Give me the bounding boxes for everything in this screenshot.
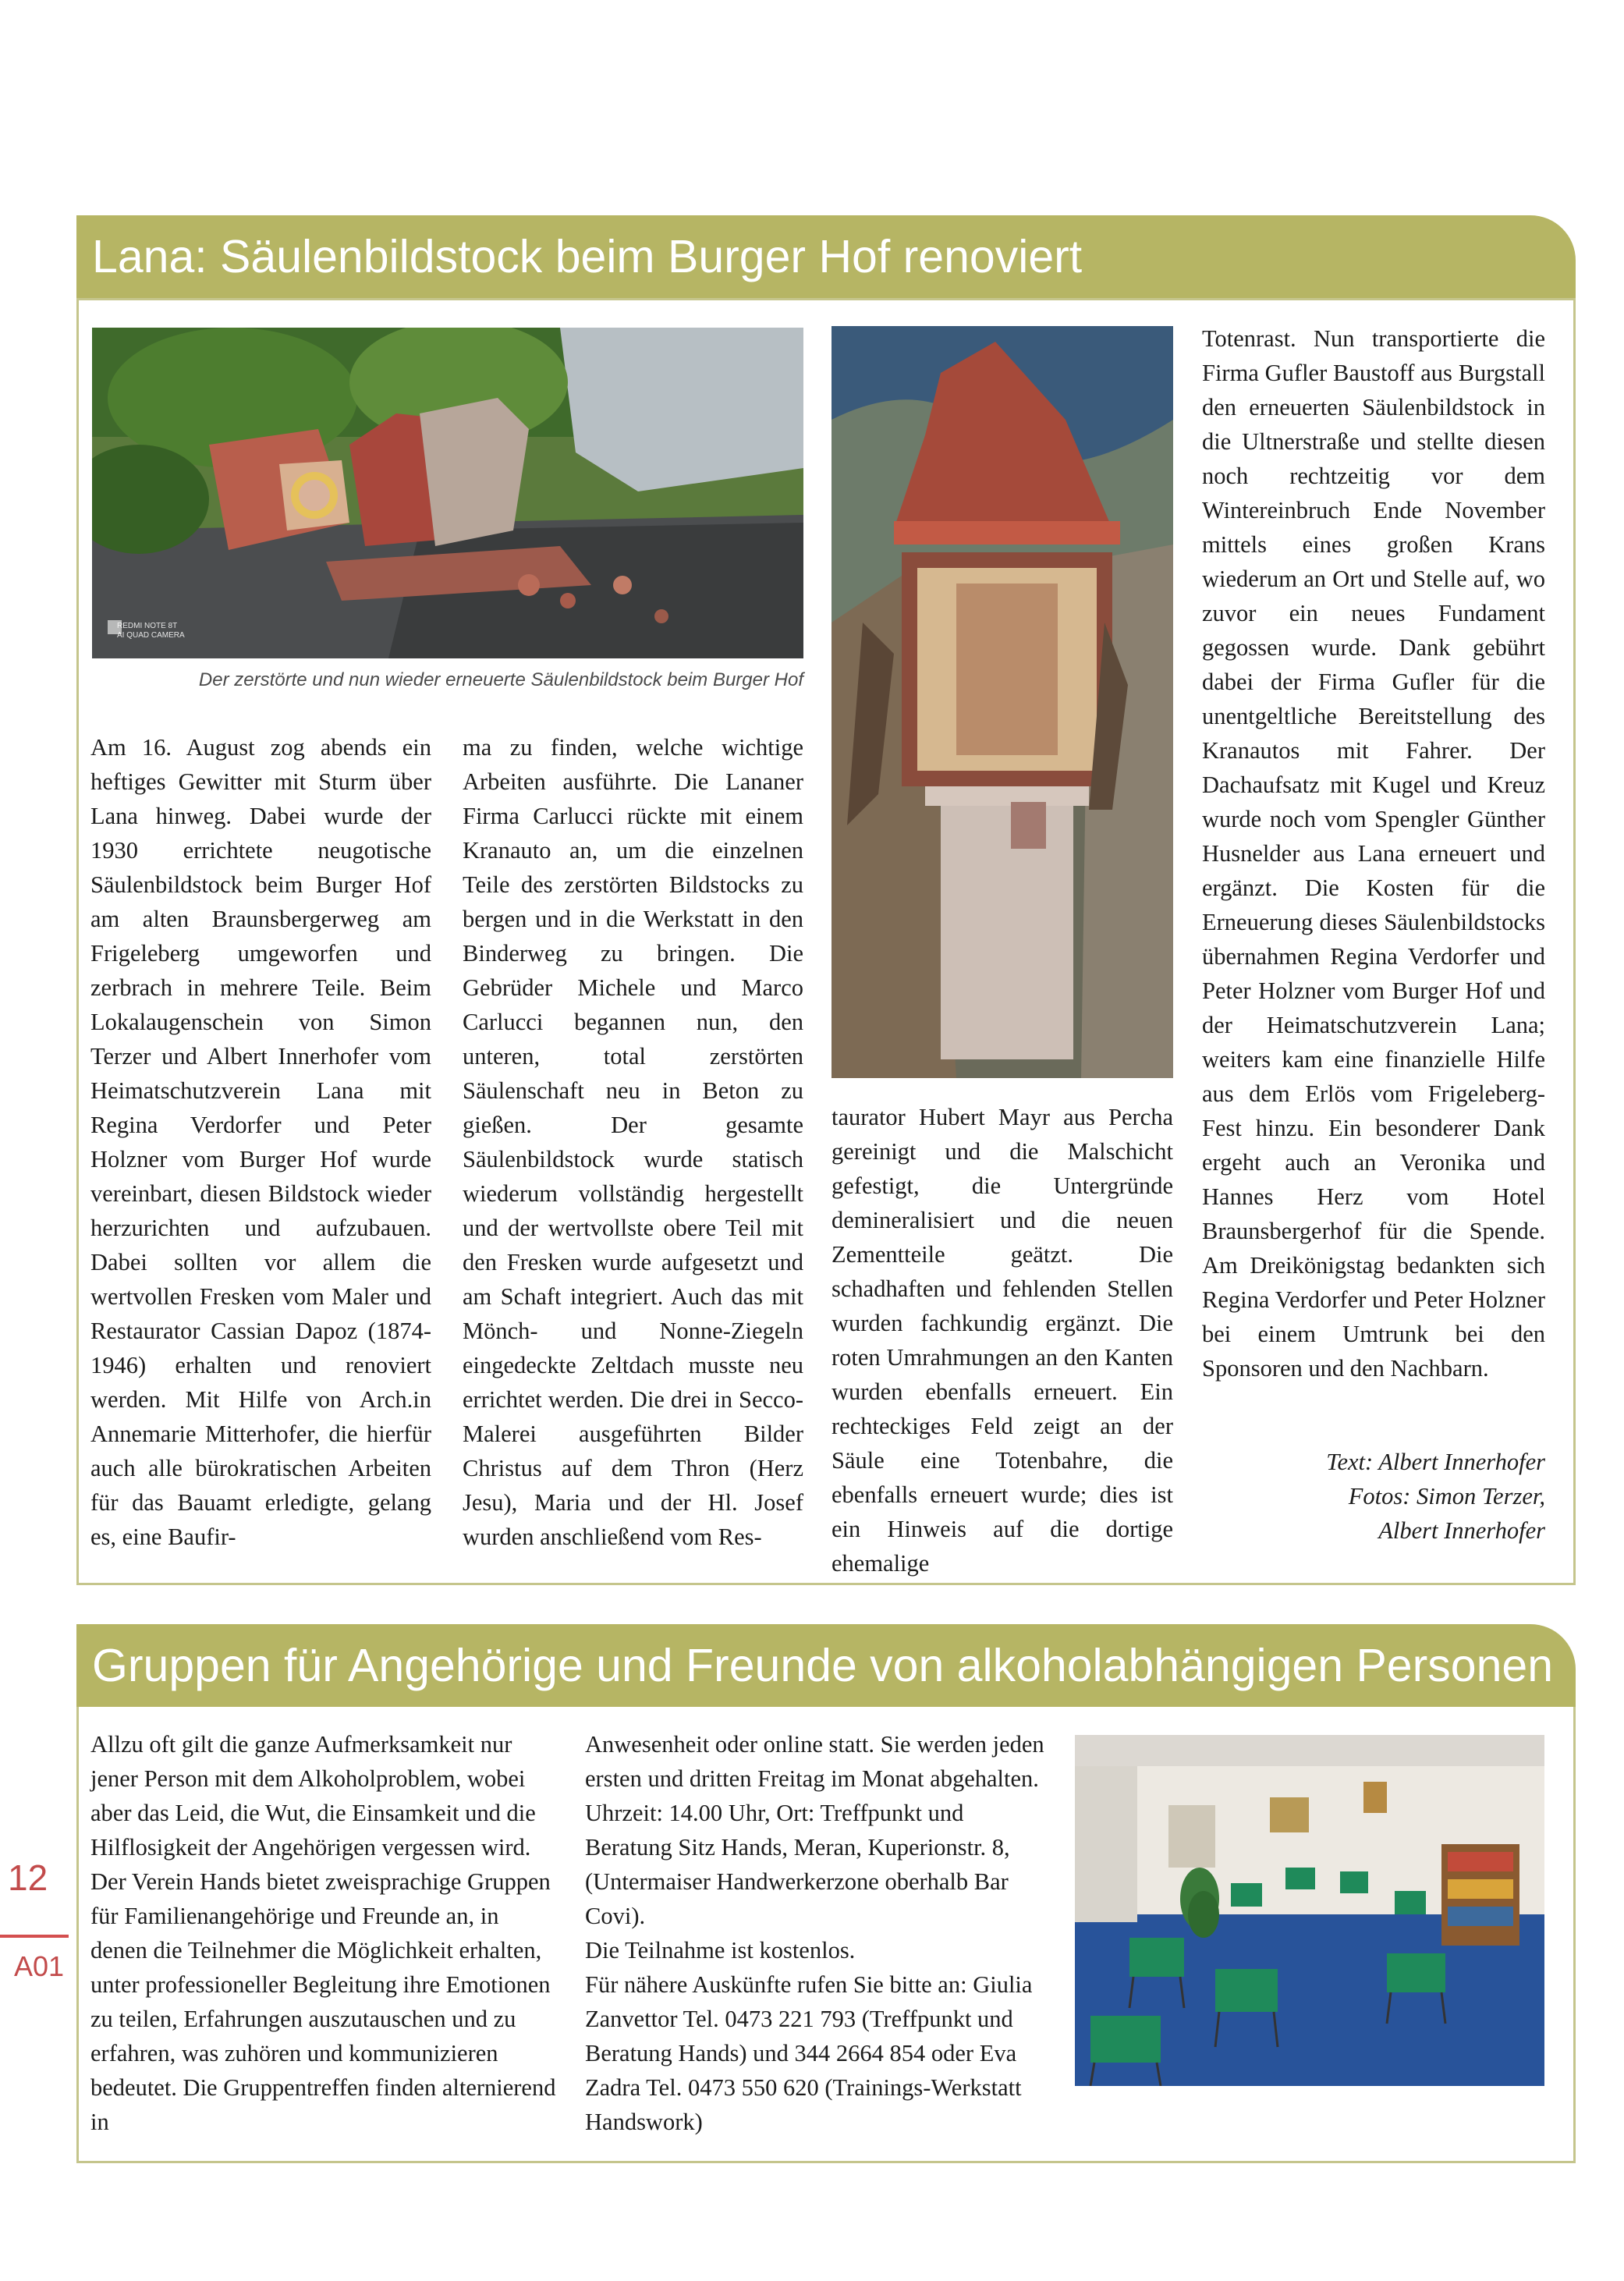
article-title-gruppen — [76, 1624, 1576, 1707]
article-paragraph: Am 16. August zog abends ein heftiges Gewitter mit Sturm über Lana hinweg. Dabei wurde der 1930 errichtete neugotische Säulenbildstock beim Burger Hof am alten Braunsbergerweg am Frigeleberg umgeworfen und zerbrach in mehrere Teile. Beim Lokalaugenschein von Simon Terzer und Albert Innerhofer vom Heimatschutzverein Lana mit Regina Verdorfer und Peter Holzner vom Burger Hof wurde vereinbart, diesen Bildstock wieder herzurichten und aufzubauen. Dabei sollten vor allem die wertvollen Fresken vom Maler und Restaurator Cassian Dapoz (1874-1946) erhalten und renoviert werden. Mit Hilfe von Arch.in Annemarie Mitterhofer, die hierfür auch alle bürokratischen Arbeiten für das Bauamt erledigte, gelang es, eine Baufir- — [90, 734, 431, 1550]
article-paragraph: Totenrast. Nun transportierte die Firma Gufler Baustoff aus Burgstall den erneuerten Säulenbildstock in die Ultnerstraße und stellte diesen noch rechtzeitig vor dem Wintereinbruch Ende November mittels eines großen Krans wiederum an Ort und Stelle auf, wo zuvor ein neues Fundament gegossen wurde. Dank gebührt dabei der Firma Gufler für die unentgeltliche Bereitstellung des Kranautos mit Fahrer. Der Dachaufsatz mit Kugel und Kreuz wurde noch vom Spengler Günther Husnelder aus Lana erneuert und ergänzt. Die Kosten für die Erneuerung dieses Säulenbildstocks übernahmen Regina Verdorfer und Peter Holzner vom Burger Hof und der Heimatschutzverein Lana; weiters kam eine finanzielle Hilfe aus dem Erlös vom Frigeleberg-Fest hinzu. Ein besonderer Dank ergeht auch an Veronika und Hannes Herz vom Hotel Braunsbergerhof für die Spende. Am Dreikönigstag bedankten sich Regina Verdorfer und Peter Holzner bei einem Umtrunk bei den Sponsoren und den Nachbarn. — [1202, 325, 1545, 1382]
photo-watermark: REDMI NOTE 8T AI QUAD CAMERA — [117, 622, 185, 640]
article-paragraph: ma zu finden, welche wichtige Arbeiten ausführte. Die Lananer Firma Carlucci rückte mit einem Kranauto an, um die einzelnen Teile des zerstörten Bildstocks zu bergen und in die Werkstatt in den Binderweg zu bringen. Die Gebrüder Michele und Marco Carlucci begannen nun, den unteren, total zerstörten Säulenschaft neu in Beton zu gießen. Der gesamte Säulenbildstock wurde statisch wiederum vollständig hergestellt und der wertvollste obere Teil mit den Fresken wurde aufgesetzt und am Schaft integriert. Auch das mit Mönch- und Nonne-Ziegeln eingedeckte Zeltdach musste neu errichtet werden. Die drei in Secco-Malerei ausgeführten Bilder Christus auf dem Thron (Herz Jesu), Maria und der Hl. Josef wurden anschließend vom Res- — [463, 734, 803, 1550]
article-paragraph: Für nähere Auskünfte rufen Sie bitte an: Giulia Zanvettor Tel. 0473 221 793 (Treffpunkt und Beratung Hands) und 344 2664 854 oder Eva Zadra Tel. 0473 550 620 (Trainings-Werkstatt Handswork) — [585, 1971, 1033, 2135]
credit-photos-2: Albert Innerhofer — [1378, 1517, 1545, 1544]
photo-destroyed-shrine — [92, 328, 803, 658]
article-column-1 — [90, 730, 431, 1554]
credit-text: Text: Albert Innerhofer — [1326, 1449, 1545, 1475]
issue-code: A01 — [14, 1950, 65, 1982]
article-paragraph: taurator Hubert Mayr aus Percha gereinigt und die Malschicht gefestigt, die Untergründe demineralisiert und die neuen Zementteile geätzt. Die schadhaften und fehlenden Stellen wurden fachkundig ergänzt. Die roten Umrahmungen an den Kanten wurden ebenfalls erneuert. Ein rechteckiges Feld zeigt an der Säule eine Totenbahre, die ebenfalls erneuert wurde; dies ist ein Hinweis auf die dortige ehemalige — [832, 1104, 1173, 1577]
article-title-text: Gruppen für Angehörige und Freunde von alkoholabhängigen Personen — [92, 1640, 1554, 1691]
page-margin-rule — [0, 1935, 69, 1938]
photo-caption: Der zerstörte und nun wieder erneuerte Säulenbildstock beim Burger Hof — [198, 669, 803, 690]
article-paragraph: Die Teilnahme ist kostenlos. — [585, 1937, 856, 1964]
photo-meeting-room — [1075, 1735, 1544, 2086]
page-number: 12 — [8, 1857, 48, 1898]
article-column-2 — [585, 1727, 1053, 2139]
article-title-text: Lana: Säulenbildstock beim Burger Hof renoviert — [92, 231, 1083, 282]
article-credits — [1202, 1445, 1545, 1548]
photo-renovated-shrine — [832, 326, 1173, 1078]
article-paragraph: Allzu oft gilt die ganze Aufmerksamkeit nur jener Person mit dem Alkoholproblem, wobei aber das Leid, die Wut, die Einsamkeit und die Hilflosigkeit der Angehörigen vergessen wird. Der Verein Hands bietet zweisprachige Gruppen für Familienangehörige und Freunde an, in denen die Teilnehmer die Möglichkeit erhalten, unter professioneller Begleitung ihre Emotionen zu teilen, Erfahrungen auszutauschen und zu erfahren, was zuhören und kommunizieren bedeutet. Die Gruppentreffen finden alternierend in — [90, 1731, 556, 2135]
article-column-2 — [463, 730, 803, 1554]
article-column-3 — [832, 1100, 1173, 1580]
article-title-bildstock — [76, 215, 1576, 298]
credit-photos: Fotos: Simon Terzer, — [1348, 1483, 1545, 1509]
article-column-1 — [90, 1727, 558, 2139]
article-column-4 — [1202, 321, 1545, 1385]
article-paragraph: Anwesenheit oder online statt. Sie werden jeden ersten und dritten Freitag im Monat abgehalten. Uhrzeit: 14.00 Uhr, Ort: Treffpunkt und Beratung Sitz Hands, Meran, Kuperionstr. 8, (Untermaiser Handwerkerzone oberhalb Bar Covi). — [585, 1731, 1044, 1929]
